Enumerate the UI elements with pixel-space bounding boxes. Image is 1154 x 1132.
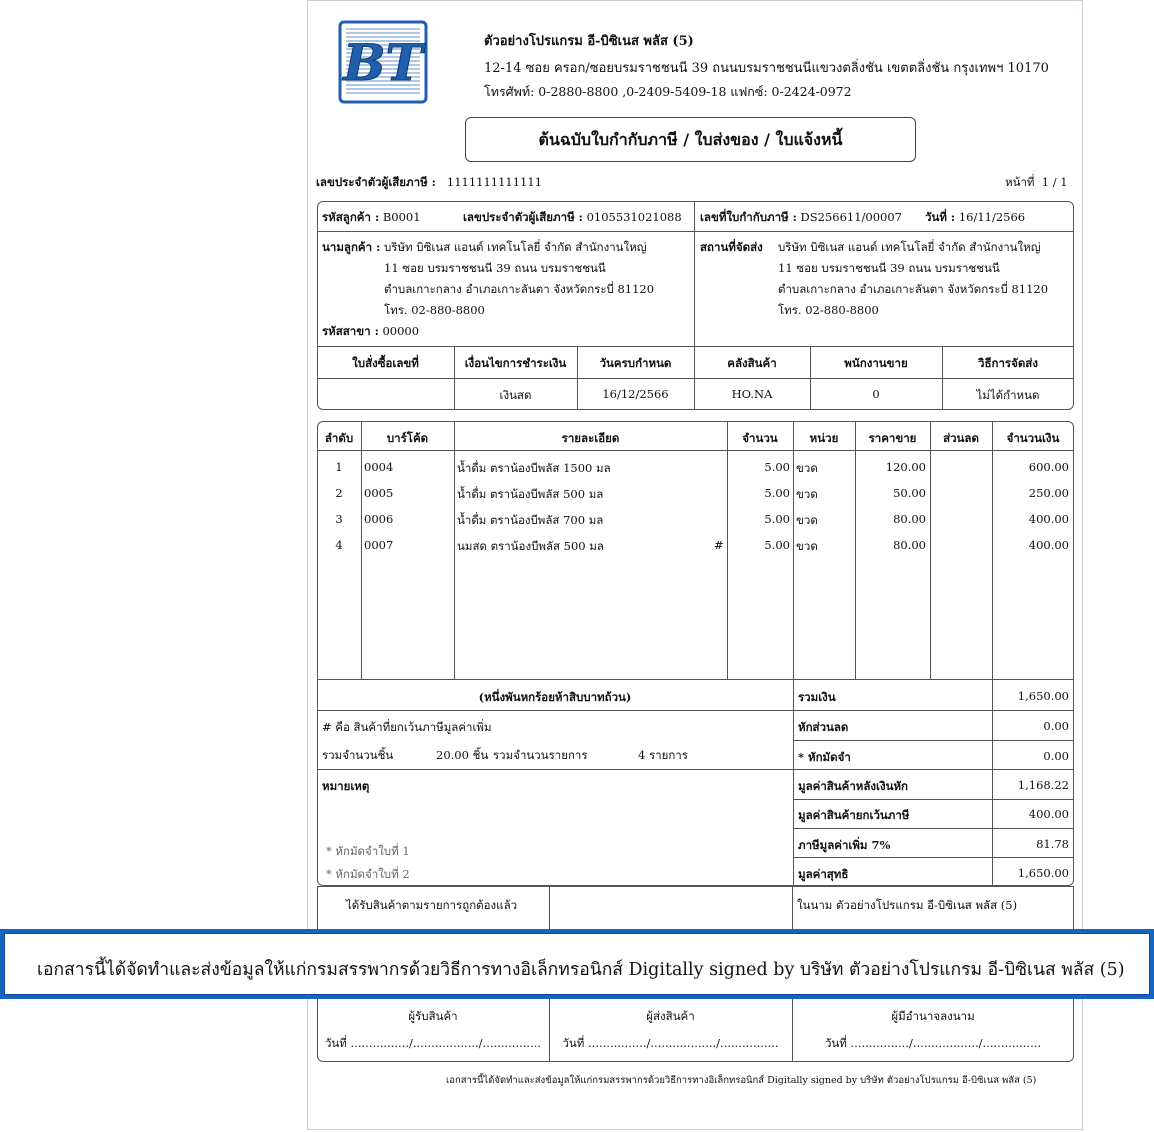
row-description: น้ำดื่ม ตราน้องบีพลัส 500 มล: [457, 487, 604, 501]
qty-total-value: 20.00 ชิ้น: [436, 748, 489, 762]
deposit-note: * หักมัดจำใบที่ 1: [326, 844, 410, 858]
on-behalf-of: ในนาม ตัวอย่างโปรแกรม อี-บิซิเนส พลัส (5): [797, 898, 1018, 912]
deposit-note: * หักมัดจำใบที่ 2: [326, 867, 410, 881]
page-number: [1005, 174, 1068, 192]
row-qty: 5.00: [764, 486, 790, 500]
items-header: จำนวนเงิน: [1006, 431, 1060, 445]
item-count-value: 4 รายการ: [638, 748, 688, 762]
ship-to-line: โทร. 02-880-8800: [778, 303, 879, 317]
row-barcode: 0004: [364, 460, 394, 474]
order-header: พนักงานขาย: [844, 356, 908, 370]
row-vat-exempt-flag: #: [714, 538, 724, 552]
order-header: ใบสั่งซื้อเลขที่: [352, 356, 419, 370]
branch-code: รหัสสาขา : 00000: [322, 324, 420, 338]
digital-signature-banner: [0, 929, 1154, 999]
order-value: HO.NA: [731, 387, 773, 401]
vat-label: ภาษีมูลค่าเพิ่ม 7%: [798, 838, 891, 852]
after-deduction-value: 1,168.22: [1017, 778, 1069, 792]
company-name: ตัวอย่างโปรแกรม อี-บิซิเนส พลัส (5): [484, 34, 694, 49]
row-unit: ขวด: [796, 461, 818, 475]
signature-date: วันที่ ................/................../................: [562, 1036, 779, 1050]
company-address: 12-14 ซอย ครอก/ซอยบรมราชชนนี 39 ถนนบรมราชชนนีแขวงตลิ่งชัน เขตตลิ่งชัน กรุงเทพฯ 10170: [484, 61, 1049, 76]
signature-date: วันที่ ................/................../................: [824, 1036, 1042, 1050]
deposit-value: 0.00: [1043, 749, 1069, 763]
row-price: 80.00: [893, 512, 926, 526]
order-value: เงินสด: [499, 388, 532, 402]
row-barcode: 0005: [364, 486, 394, 500]
signature-date: วันที่ ................/................../................: [324, 1036, 542, 1050]
signature-sender: ผู้ส่งสินค้า: [646, 1009, 695, 1023]
amount-in-words: (หนึ่งพันหกร้อยห้าสิบบาทถ้วน): [478, 690, 632, 704]
row-unit: ขวด: [796, 539, 818, 553]
items-box: [317, 421, 1074, 886]
row-amount: 400.00: [1028, 538, 1069, 552]
total-label: รวมเงิน: [798, 690, 836, 704]
row-price: 80.00: [893, 538, 926, 552]
banner-text: เอกสารนี้ได้จัดทำและส่งข้อมูลให้แก่กรมสรรพากรด้วยวิธีการทางอิเล็กทรอนิกส์ Digitally signed by บริษัท ตัวอย่างโปรแกรม อี-บิซิเนส พลัส (5): [37, 960, 1125, 980]
page-value: 1 / 1: [1041, 175, 1068, 189]
phone-label: โทรศัพท์:: [484, 84, 535, 99]
invoice-date: วันที่ : 16/11/2566: [925, 210, 1026, 224]
after-deduction-label: มูลค่าสินค้าหลังเงินหัก: [798, 779, 909, 793]
row-amount: 400.00: [1028, 512, 1069, 526]
qty-total-label: รวมจำนวนชิ้น: [322, 748, 394, 762]
document-title: ต้นฉบับใบกำกับภาษี / ใบส่งของ / ใบแจ้งหนี้: [538, 130, 843, 149]
fax-label: แฟกซ์:: [730, 84, 768, 99]
tax-id-label: เลขประจำตัวผู้เสียภาษี :: [316, 175, 436, 189]
row-barcode: 0007: [364, 538, 394, 552]
ship-to-line: ตำบลเกาะกลาง อำเภอเกาะลันตา จังหวัดกระบี่ 81120: [778, 282, 1049, 296]
invoice-number: เลขที่ใบกำกับภาษี : DS256611/00007: [700, 210, 903, 224]
customer-address-line: 11 ซอย บรมราชชนนี 39 ถนน บรมราชชนนี: [384, 261, 606, 275]
items-header: หน่วย: [809, 431, 839, 445]
seller-tax-id: [316, 174, 542, 192]
company-logo: [338, 20, 428, 104]
row-description: น้ำดื่ม ตราน้องบีพลัส 700 มล: [457, 513, 604, 527]
signature-authorized: ผู้มีอำนาจลงนาม: [891, 1009, 975, 1023]
customer-name-line: บริษัท บิซิเนส แอนด์ เทคโนโลยี่ จำกัด สำนักงานใหญ่: [384, 240, 647, 254]
item-count-label: รวมจำนวนรายการ: [493, 748, 588, 762]
ship-to-label: สถานที่จัดส่ง: [700, 240, 763, 254]
row-description: นมสด ตราน้องบีพลัส 500 มล: [457, 539, 604, 553]
row-no: 3: [335, 512, 343, 526]
page-label: หน้าที่: [1005, 175, 1035, 189]
exempt-value-label: มูลค่าสินค้ายกเว้นภาษี: [798, 808, 910, 822]
total-value: 1,650.00: [1017, 689, 1069, 703]
customer-phone: โทร. 02-880-8800: [384, 303, 485, 317]
ship-to-line: บริษัท บิซิเนส แอนด์ เทคโนโลยี่ จำกัด สำนักงานใหญ่: [778, 240, 1041, 254]
row-no: 1: [335, 460, 343, 474]
company-phone-line: [484, 82, 852, 102]
customer-address-line: ตำบลเกาะกลาง อำเภอเกาะลันตา จังหวัดกระบี่ 81120: [384, 282, 655, 296]
logo-text: BT: [343, 33, 423, 92]
row-qty: 5.00: [764, 460, 790, 474]
row-price: 120.00: [885, 460, 926, 474]
row-amount: 250.00: [1028, 486, 1069, 500]
order-value: 0: [872, 387, 880, 401]
row-barcode: 0006: [364, 512, 394, 526]
phone-value: 0-2880-8800 ,0-2409-5409-18: [538, 84, 727, 99]
row-amount: 600.00: [1028, 460, 1069, 474]
items-header: จำนวน: [742, 431, 778, 445]
ship-to-line: 11 ซอย บรมราชชนนี 39 ถนน บรมราชชนนี: [778, 261, 1000, 275]
customer-tax-id: เลขประจำตัวผู้เสียภาษี : 0105531021088: [463, 210, 682, 224]
items-header: ราคาขาย: [868, 431, 917, 445]
row-description: น้ำดื่ม ตราน้องบีพลัส 1500 มล: [457, 461, 611, 475]
row-no: 4: [335, 538, 343, 552]
items-header: ส่วนลด: [943, 431, 979, 445]
fax-value: 0-2424-0972: [771, 84, 852, 99]
order-header: วิธีการจัดส่ง: [978, 356, 1038, 370]
deposit-label: * หักมัดจำ: [798, 750, 851, 764]
discount-value: 0.00: [1043, 719, 1069, 733]
order-value: 16/12/2566: [602, 387, 669, 401]
order-header: วันครบกำหนด: [599, 356, 672, 370]
items-header: บาร์โค้ด: [386, 431, 429, 445]
row-price: 50.00: [893, 486, 926, 500]
net-total-label: มูลค่าสุทธิ: [798, 867, 849, 881]
customer-name-label: นามลูกค้า :: [322, 240, 381, 254]
exempt-value: 400.00: [1028, 807, 1069, 821]
order-value: ไม่ได้กำหนด: [976, 388, 1040, 402]
row-unit: ขวด: [796, 487, 818, 501]
order-header: เงื่อนไขการชำระเงิน: [464, 356, 567, 370]
received-confirmation: ได้รับสินค้าตามรายการถูกต้องแล้ว: [346, 898, 518, 912]
customer-code: รหัสลูกค้า : B0001: [322, 210, 421, 224]
row-no: 2: [335, 486, 343, 500]
tax-id-value: 1111111111111: [446, 175, 543, 189]
vat-value: 81.78: [1036, 837, 1069, 851]
signature-receiver: ผู้รับสินค้า: [408, 1009, 458, 1023]
row-qty: 5.00: [764, 512, 790, 526]
row-qty: 5.00: [764, 538, 790, 552]
net-total-value: 1,650.00: [1017, 866, 1069, 880]
row-unit: ขวด: [796, 513, 818, 527]
vat-exempt-note: # คือ สินค้าที่ยกเว้นภาษีมูลค่าเพิ่ม: [322, 720, 492, 734]
order-header: คลังสินค้า: [727, 356, 777, 370]
digital-signature-footer: เอกสารนี้ได้จัดทำและส่งข้อมูลให้แก่กรมสรรพากรด้วยวิธีการทางอิเล็กทรอนิกส์ Digitally signed by บริษัท ตัวอย่างโปรแกรม อี-บิซิเนส พลัส (5): [446, 1075, 1037, 1086]
document-title-box: [465, 117, 916, 162]
items-header: ลำดับ: [324, 431, 354, 445]
remark-label: หมายเหตุ: [322, 779, 370, 793]
discount-label: หักส่วนลด: [798, 720, 849, 734]
items-header: รายละเอียด: [561, 431, 620, 445]
